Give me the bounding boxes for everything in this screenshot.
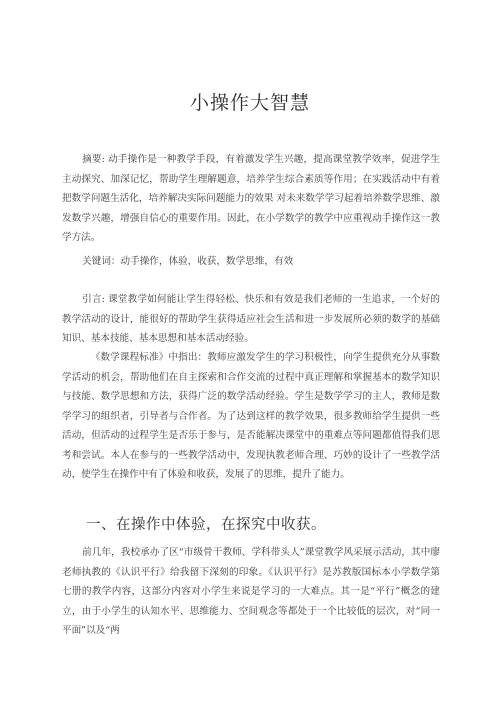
keywords-paragraph: 关键词：动手操作，体验，收获，数学思维，有效 — [82, 256, 294, 267]
curriculum-standard-paragraph: 《数学课程标准》中指出：教师应激发学生的学习积极性，向学生提供充分从事数学活动的机会，帮助他们在自主探索和合作交流的过程中真正理解和掌握基本的数学知识与技能、数学思想和方法，获得广泛的数学活动经验。学生是数学学习的主人，教师是数学学习的组织者，引导者与合作者。为了达到这样的教学效果，很多教师给学生提供一些活动，但活动的过程学生是否乐于参与，是否能解决课堂中的重难点等问题都值得我们思考和尝试。本人在参与的一些教学活动中，发现执教老师合理、巧妙的设计了一些教学活动，使学生在操作中有了体验和收获，发展了的思维，提升了能力。 — [62, 352, 440, 480]
intro-paragraph: 引言: 课堂教学如何能让学生得轻松、快乐和有效是我们老师的一生追求，一个好的教学活动的设计，能很好的帮助学生获得适应社会生活和进一步发展所必须的数学的基础知识、基本技能、基本思想和基本活动经验。 — [62, 294, 440, 344]
abstract-paragraph: 摘要: 动手操作是一种教学手段，有着激发学生兴趣，提高课堂教学效率，促进学生主动探究、加深记忆，帮助学生理解题意，培养学生综合素质等作用；在实践活动中有着把数学问题生活化，培养解决实际问题能力的效果 对未来数学学习起着培养数学思维、激发数学兴趣，增强自信心的重要作用。因此，在小学数学的教学中应重视动手操作这一教学方法。 — [62, 154, 440, 243]
section-1-paragraph: 前几年，我校承办了区“市级骨干教师、学科带头人”课堂教学风采展示活动，其中廖老师执教的《认识平行》给我留下深刻的印象。《认识平行》是苏教版国标本小学数学第七册的教学内容，这部分内容对小学生来说是学习的一大难点。其一是“平行”概念的建立，由于小学生的认知水平、思维能力、空间观念等都处于一个比较低的层次，对“同一平面”以及“两 — [62, 547, 440, 636]
section-1-heading: 一、在操作中体验，在探究中收获。 — [86, 517, 326, 533]
document-title: 小操作大智慧 — [189, 92, 310, 114]
